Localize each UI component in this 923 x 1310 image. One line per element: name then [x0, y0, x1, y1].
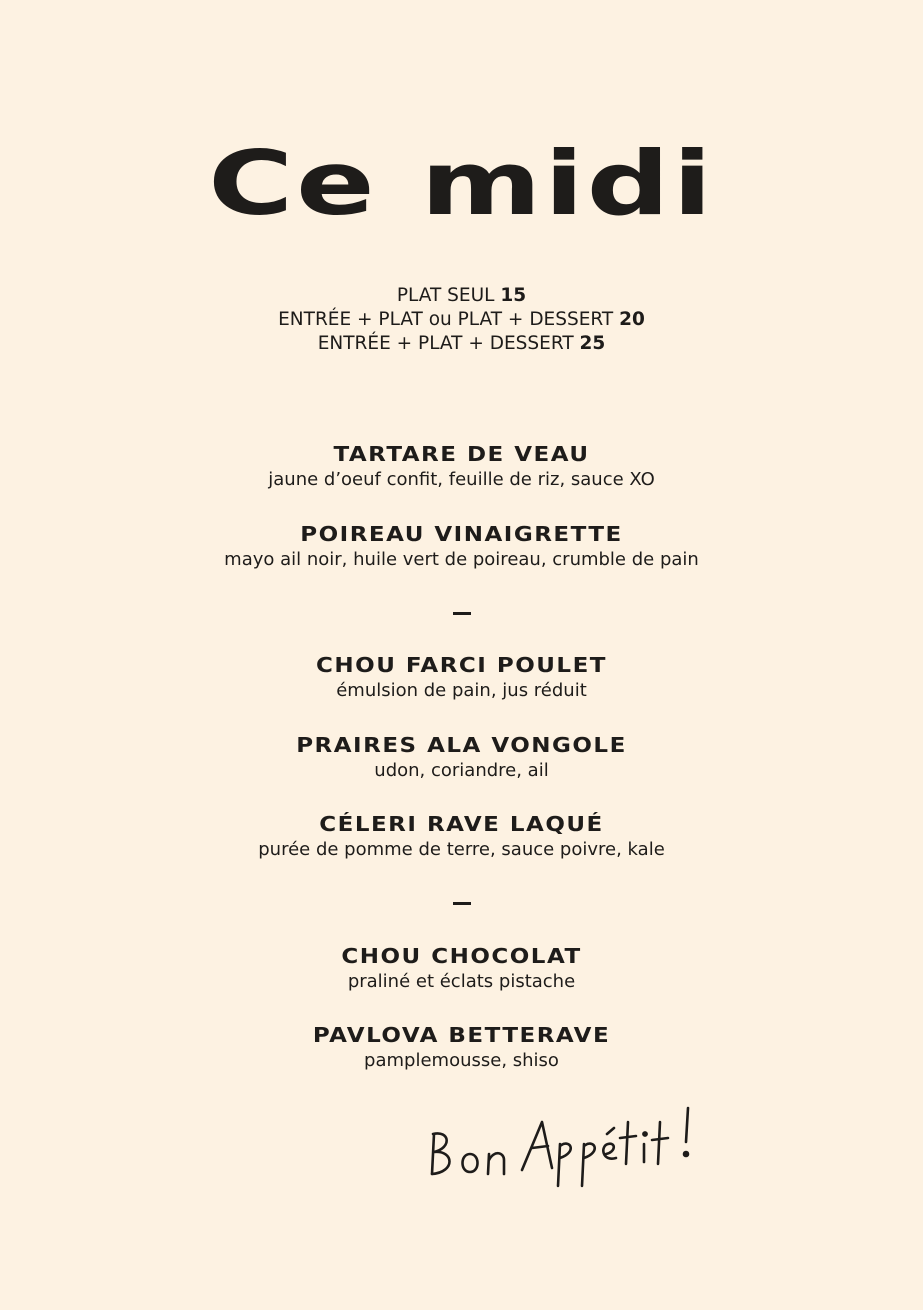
dish-main — [0, 652, 923, 703]
formula-prices — [0, 284, 923, 356]
formula-line — [0, 332, 923, 356]
dish-description: purée de pomme de terre, sauce poivre, kale — [258, 839, 665, 860]
section-divider — [453, 612, 471, 615]
dish-name: CHOU FARCI POULET — [316, 653, 607, 677]
dish-name: PRAIRES ALA VONGOLE — [296, 733, 627, 757]
formula-label: ENTRÉE + PLAT + DESSERT — [317, 333, 574, 354]
dish-name: PAVLOVA BETTERAVE — [312, 1023, 611, 1047]
formula-price: 25 — [579, 333, 606, 354]
dish-description: udon, coriandre, ail — [374, 760, 549, 781]
page-title: Ce midi — [208, 132, 715, 235]
dish-main — [0, 732, 923, 783]
dish-dessert — [0, 943, 923, 994]
section-divider — [453, 902, 471, 905]
formula-line — [0, 308, 923, 332]
dish-main — [0, 811, 923, 862]
handwritten-signature — [424, 1100, 704, 1190]
dish-starter — [0, 441, 923, 492]
dish-description: jaune d’oeuf confit, feuille de riz, sauce XO — [268, 469, 655, 490]
formula-label: PLAT SEUL — [396, 285, 495, 306]
dish-description: mayo ail noir, huile vert de poireau, crumble de pain — [224, 549, 699, 570]
dish-dessert — [0, 1022, 923, 1073]
formula-line — [0, 284, 923, 308]
formula-label: ENTRÉE + PLAT ou PLAT + DESSERT — [278, 309, 614, 330]
dish-description: pamplemousse, shiso — [364, 1050, 559, 1071]
dish-name: TARTARE DE VEAU — [333, 442, 590, 466]
formula-price: 20 — [619, 309, 645, 330]
dish-name: CÉLERI RAVE LAQUÉ — [319, 812, 604, 836]
dish-starter — [0, 521, 923, 572]
dish-name: CHOU CHOCOLAT — [341, 944, 582, 968]
dish-description: praliné et éclats pistache — [347, 971, 576, 992]
formula-price: 15 — [500, 285, 527, 306]
dish-description: émulsion de pain, jus réduit — [336, 680, 587, 701]
dish-name: POIREAU VINAIGRETTE — [300, 522, 623, 546]
